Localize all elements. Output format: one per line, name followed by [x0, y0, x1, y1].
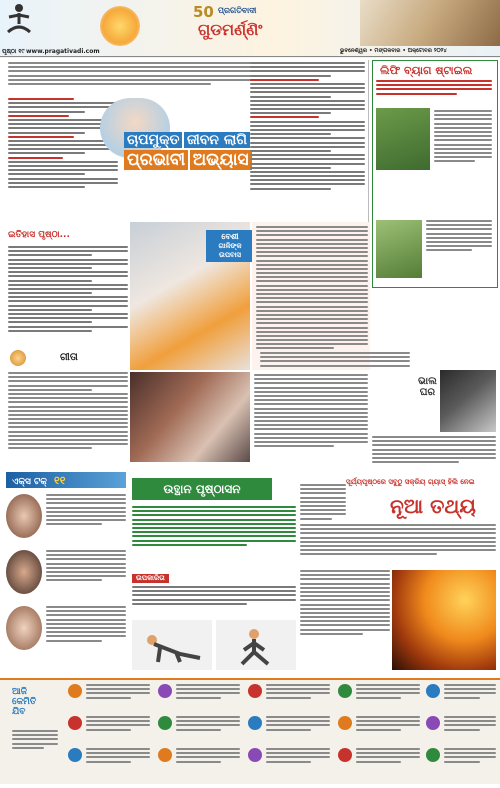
science-kicker: ସୂର୍ଯ୍ୟପୃଷ୍ଠରେ ସବୁଠୁ ସକ୍ରିୟ ଗ୍ୟାସ୍ ହିଲି ନେଇ	[346, 478, 475, 486]
science-text-2	[300, 570, 390, 670]
blog-intro	[376, 80, 492, 102]
zodiac-sign-icon	[68, 684, 82, 698]
science-text	[300, 524, 496, 566]
horoscope-entry	[266, 716, 330, 738]
blog-title: ଲିଫି ବ୍ୟାଗ ଷ୍ଟାଇଲ	[380, 64, 473, 77]
xtalk-title: ଏକ୍ସ ଟକ୍ ୧୧	[12, 474, 66, 487]
anniversary-logo: 50	[193, 3, 214, 21]
zodiac-sign-icon	[338, 748, 352, 762]
zodiac-sign-icon	[248, 684, 262, 698]
xtalk-quote-1	[46, 494, 126, 546]
date-line: ଭୁବନେଶ୍ୱର • ମଙ୍ଗଳବାର • ଅକ୍ଟୋବର ୨୦୨୪	[340, 48, 447, 54]
xtalk-photo-2	[6, 550, 42, 594]
center-article-text-1	[254, 374, 368, 464]
yoga-benefits-label: ଉପକାରିତା	[132, 574, 169, 583]
couple-photo	[130, 372, 250, 462]
horoscope-entry	[86, 748, 150, 770]
horoscope-entry	[176, 716, 240, 738]
yoga-text	[132, 506, 296, 572]
section-title: ଗୁଡମର୍ଣ୍ଣିଂ	[198, 20, 263, 39]
horoscope-entry	[86, 684, 150, 706]
gita-icon	[10, 350, 26, 366]
horoscope-entry	[356, 684, 420, 706]
horoscope-entry	[176, 684, 240, 706]
yoga-pose-figure-2	[224, 626, 288, 666]
brand-name: ପ୍ରଗତିବାଦୀ	[218, 6, 257, 15]
zodiac-sign-icon	[426, 716, 440, 730]
history-list	[8, 246, 128, 348]
horoscope-entry	[266, 684, 330, 706]
horoscope-entry	[356, 748, 420, 770]
zodiac-sign-icon	[158, 684, 172, 698]
zodiac-sign-icon	[68, 716, 82, 730]
bhalaghar-text	[372, 436, 496, 472]
website-link[interactable]: www.pragativadi.com	[26, 48, 100, 55]
horoscope-entry	[86, 716, 150, 738]
yoga-pose-figure-1	[140, 630, 204, 664]
sun-surface-photo	[392, 570, 496, 670]
horoscope-entry	[444, 748, 496, 770]
yoga-figure-icon	[4, 2, 34, 36]
feature-text	[256, 226, 368, 366]
home-interior-photo	[440, 370, 496, 432]
zodiac-sign-icon	[426, 748, 440, 762]
zodiac-sign-icon	[158, 748, 172, 762]
sun-icon	[100, 6, 140, 46]
xtalk-quote-3	[46, 606, 126, 666]
header-rule	[0, 56, 500, 57]
leaf-bag-photo-1	[376, 108, 430, 170]
yoga-benefits	[132, 586, 296, 620]
desk-photo	[360, 0, 500, 46]
blog-text-1	[434, 110, 492, 210]
zodiac-sign-icon	[338, 716, 352, 730]
history-title: ଇତିହାସ ପୃଷ୍ଠା...	[8, 230, 70, 240]
blog-text-2	[426, 220, 492, 282]
yoga-title: ଉତ୍ଥାନ ପୃଷ୍ଠାସନ	[132, 478, 272, 500]
bhalaghar-title: ଭାଲ ଘର	[418, 376, 437, 398]
xtalk-photo-1	[6, 494, 42, 538]
zodiac-sign-icon	[248, 716, 262, 730]
xtalk-photo-3	[6, 606, 42, 650]
horoscope-entry	[444, 684, 496, 706]
zodiac-sign-icon	[248, 748, 262, 762]
zodiac-sign-icon	[68, 748, 82, 762]
horoscope-entry	[176, 748, 240, 770]
lead-right-column	[250, 62, 365, 222]
science-title: ନୂଆ ତଥ୍ୟ	[390, 494, 476, 518]
gita-text	[8, 372, 128, 466]
leaf-bag-photo-2	[376, 220, 422, 278]
xtalk-quote-2	[46, 550, 126, 602]
bhalaghar-text-left	[260, 352, 410, 372]
horoscope-credit	[12, 730, 58, 774]
page-number: ପୃଷ୍ଠା ୧୯	[2, 48, 25, 55]
lead-headline: ଚାପମୁକ୍ତ ଜୀବନ ଲାଗି ପ୍ରଭାବୀ ଅଭ୍ୟାସ	[124, 130, 252, 170]
zodiac-sign-icon	[426, 684, 440, 698]
gita-title: ଗୀତା	[60, 352, 78, 363]
feature-badge: ବେଶୀ ଗାଳିଙ୍କ ଉପବାସ	[206, 230, 254, 262]
zodiac-sign-icon	[158, 716, 172, 730]
horoscope-title: ଆଜି କେମିତି ଯିବ	[12, 687, 37, 717]
zodiac-sign-icon	[338, 684, 352, 698]
horoscope-entry	[356, 716, 420, 738]
horoscope-entry	[444, 716, 496, 738]
horoscope-entry	[266, 748, 330, 770]
